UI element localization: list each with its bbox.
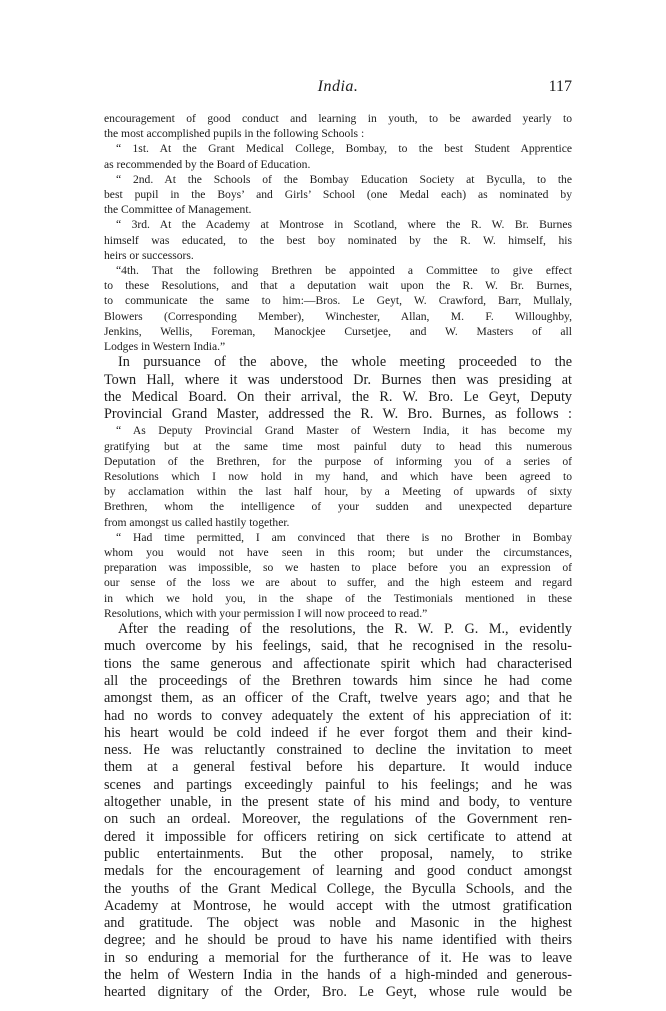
text-line: Blowers (Corresponding Member), Winchester, Allan, M. F. Willoughby, <box>104 309 572 323</box>
text-line: “ Had time permitted, I am convinced that there is no Brother in Bombay <box>116 530 572 544</box>
text-line: Jenkins, Wellis, Foreman, Manockjee Cursetjee, and W. Masters of all <box>104 324 572 338</box>
text-line: Provincial Grand Master, addressed the R. W. Bro. Burnes, as follows : <box>104 406 572 423</box>
address-quote <box>104 423 572 621</box>
text-line: “ 1st. At the Grant Medical College, Bombay, to the best Student Apprentice <box>116 142 572 156</box>
text-line: Resolutions which I now hold in my hand, and which have been agreed to <box>104 470 572 484</box>
text-line: them at a general festival before his departure. It would induce <box>104 759 572 776</box>
text-line: gratifying but at the same time most painful duty to head this numerous <box>104 439 572 453</box>
text-line: “ 3rd. At the Academy at Montrose in Scotland, where the R. W. Br. Burnes <box>116 218 572 232</box>
text-line: as recommended by the Board of Education. <box>104 157 311 171</box>
text-line: amongst them, as an officer of the Craft, twelve years ago; and that he <box>104 690 572 707</box>
text-line: much overcome by his feelings, said, that he recognised in the resolu- <box>104 638 572 655</box>
text-line: encouragement of good conduct and learning in youth, to be awarded yearly to <box>104 112 572 125</box>
text-line: our sense of the loss we are about to suffer, and the high esteem and regard <box>104 576 572 590</box>
text-line: from amongst us called hastily together. <box>104 515 290 529</box>
text-line: “ As Deputy Provincial Grand Master of Western India, it has become my <box>116 424 572 438</box>
text-line: by acclamation within the last half hour, by a Meeting of upwards of sixty <box>104 485 572 499</box>
text-line: altogether unable, in the present state of his mind and body, to venture <box>104 794 572 811</box>
text-line: to communicate the same to him:—Bros. Le Geyt, W. Crawford, Barr, Mullaly, <box>104 294 572 308</box>
text-line: whom you would not have seen in this room; but under the circumstances, <box>104 546 572 560</box>
text-line: preparation was impossible, so we hasten to place before you an expression of <box>104 561 572 575</box>
text-line: in so enduring a memorial for the furtherance of it. He was to leave <box>104 949 572 966</box>
text-line: After the reading of the resolutions, the R. W. P. G. M., evidently <box>118 621 572 638</box>
page-number: 117 <box>548 78 572 95</box>
text-line: Academy at Montrose, he would accept with the utmost gratification <box>104 897 572 914</box>
text-line: and gratitude. The object was noble and Masonic in the highest <box>104 915 572 932</box>
text-line: on such an ordeal. Moreover, the regulations of the Government ren- <box>104 811 572 828</box>
running-title: India. <box>317 78 359 95</box>
text-line: dered it impossible for officers retiring on sick certificate to attend at <box>104 828 572 845</box>
text-line: public entertainments. But the other proposal, namely, to strike <box>104 845 572 862</box>
text-line: Lodges in Western India.” <box>104 340 226 354</box>
text-line: had no words to convey adequately the extent of his appreciation of it: <box>104 707 572 724</box>
text-line: “4th. That the following Brethren be appointed a Committee to give effect <box>116 264 572 278</box>
resolutions-quote <box>104 111 572 354</box>
text-line: medals for the encouragement of learning and good conduct amongst <box>104 863 572 880</box>
text-line: the helm of Western India in the hands of a high-minded and generous- <box>104 967 572 984</box>
reply-paragraph <box>104 621 572 1002</box>
text-line: the most accomplished pupils in the following Schools : <box>104 127 365 141</box>
text-line: the youths of the Grant Medical College, the Byculla Schools, and the <box>104 880 572 897</box>
page-body <box>104 111 572 1002</box>
text-line: to these Resolutions, and that a deputation wait upon the R. W. Br. Burnes, <box>104 279 572 293</box>
text-line: in which we hold you, in the shape of the Testimonials mentioned in these <box>104 591 572 605</box>
text-line: Town Hall, where it was understood Dr. Burnes then was presiding at <box>104 371 572 388</box>
text-line: ness. He was reluctantly constrained to decline the invitation to meet <box>104 742 572 759</box>
text-line: Deputation of the Brethren, for the purpose of informing you of a series of <box>104 454 572 468</box>
text-line: the Committee of Management. <box>104 203 252 217</box>
text-line: hearted dignitary of the Order, Bro. Le Geyt, whose rule would be <box>104 984 572 1001</box>
text-line: degree; and he should be proud to have his name identified with theirs <box>104 932 572 949</box>
text-line: his heart would be cold indeed if he ever forgot them and their kind- <box>104 724 572 741</box>
text-line: “ 2nd. At the Schools of the Bombay Education Society at Byculla, to the <box>116 172 572 186</box>
text-line: scenes and partings exceedingly painful to his feelings; and he was <box>104 776 572 793</box>
text-line: best pupil in the Boys’ and Girls’ School (one Medal each) as nominated by <box>104 188 572 202</box>
text-line: Brethren, whom the intelligence of your sudden and unexpected departure <box>104 500 572 514</box>
text-line: tions the same generous and affectionate spirit which had characterised <box>104 655 572 672</box>
text-line: heirs or successors. <box>104 248 194 262</box>
text-line: all the proceedings of the Brethren towards him since he had come <box>104 672 572 689</box>
text-line: In pursuance of the above, the whole meeting proceeded to the <box>118 354 572 371</box>
text-line: the Medical Board. On their arrival, the R. W. Bro. Le Geyt, Deputy <box>104 388 572 405</box>
text-line: himself was educated, to the best boy nominated by the R. W. himself, his <box>104 233 572 247</box>
narrative-paragraph <box>104 354 572 423</box>
text-line: Resolutions, which with your permission I will now proceed to read.” <box>104 606 428 620</box>
running-header <box>104 78 572 100</box>
